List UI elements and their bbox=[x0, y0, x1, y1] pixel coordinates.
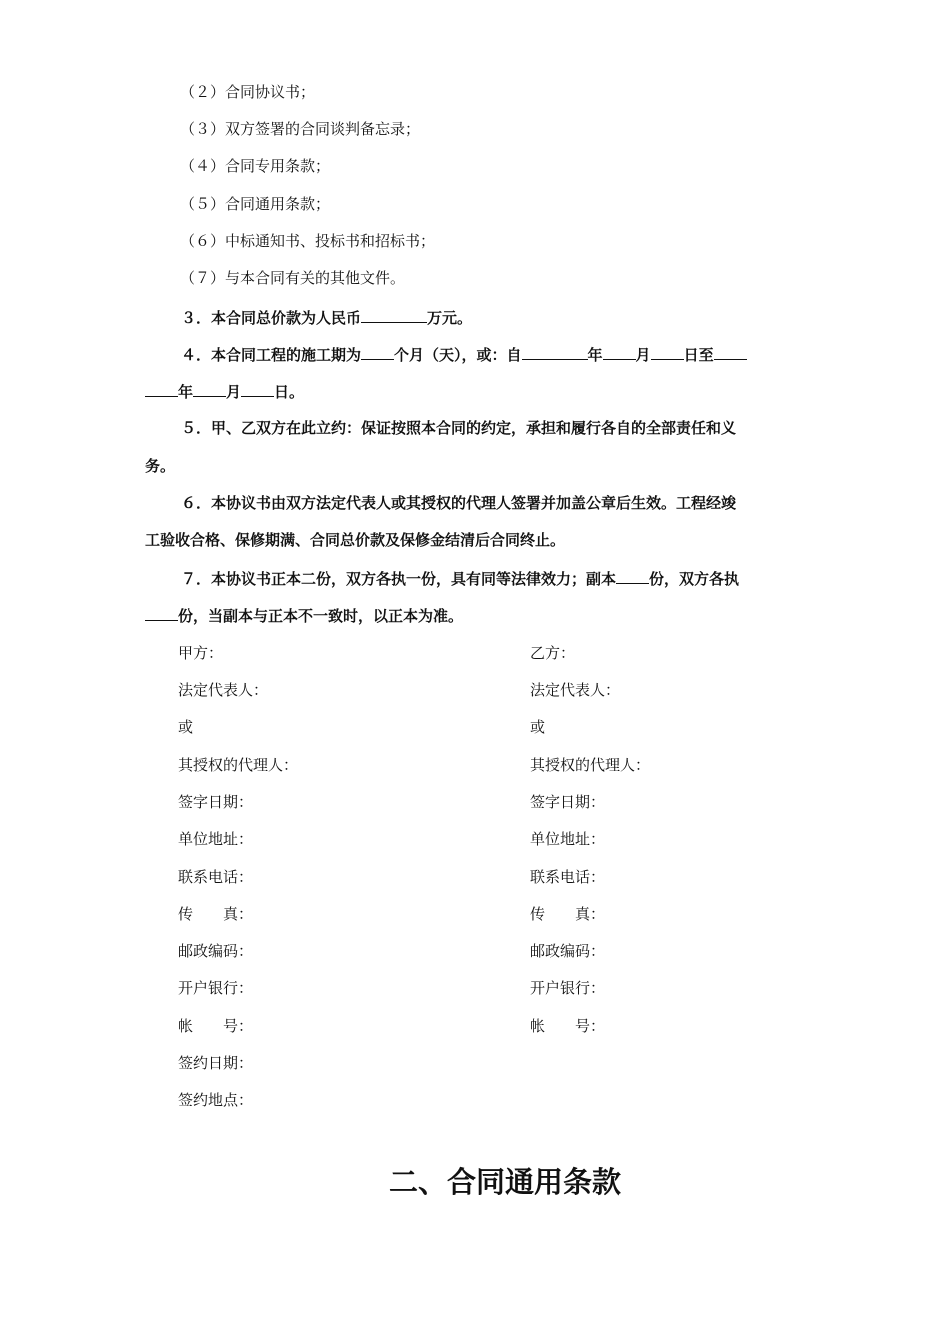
blank-line bbox=[145, 605, 178, 621]
clause-4-cont: 年 月 日。 bbox=[145, 381, 807, 402]
clause-7: ７．本协议书正本二份，双方各执一份，具有同等法律效力；副本 份，双方各执 bbox=[181, 570, 740, 588]
clause-3: ３．本合同总价款为人民币 万元。 bbox=[181, 309, 473, 327]
party-b-field: 法定代表人： bbox=[530, 681, 621, 699]
party-b-field: 或 bbox=[530, 718, 546, 736]
blank-line bbox=[145, 381, 178, 397]
party-b-field: 联系电话： bbox=[530, 868, 606, 886]
blank-line bbox=[651, 344, 684, 360]
list-item: （３）双方签署的合同谈判备忘录； bbox=[180, 120, 421, 138]
blank-line bbox=[616, 568, 649, 584]
party-b-field: 开户银行： bbox=[530, 979, 606, 997]
list-item: （７）与本合同有关的其他文件。 bbox=[180, 269, 406, 287]
party-a-field: 帐 号： bbox=[178, 1017, 254, 1035]
blank-line bbox=[603, 344, 636, 360]
party-a-field: 或 bbox=[178, 718, 194, 736]
party-b-field: 帐 号： bbox=[530, 1017, 606, 1035]
party-a-field: 邮政编码： bbox=[178, 942, 254, 960]
party-b-field: 邮政编码： bbox=[530, 942, 606, 960]
list-item: （２）合同协议书； bbox=[180, 83, 316, 101]
section-title: 二、合同通用条款 bbox=[388, 1165, 621, 1199]
party-b-field: 单位地址： bbox=[530, 830, 606, 848]
clause-5-cont: 务。 bbox=[145, 457, 176, 475]
clause-6: ６．本协议书由双方法定代表人或其授权的代理人签署并加盖公章后生效。工程经竣 bbox=[181, 494, 737, 512]
signing-date: 签约日期： bbox=[178, 1054, 254, 1072]
party-b-field: 传 真： bbox=[530, 905, 606, 923]
party-a-field: 开户银行： bbox=[178, 979, 254, 997]
party-b-field: 乙方： bbox=[530, 644, 576, 662]
list-item: （６）中标通知书、投标书和招标书； bbox=[180, 232, 436, 250]
blank-line bbox=[241, 381, 274, 397]
signing-place: 签约地点： bbox=[178, 1091, 254, 1109]
blank-line bbox=[193, 381, 226, 397]
party-b-field: 其授权的代理人： bbox=[530, 756, 651, 774]
blank-line bbox=[361, 307, 427, 323]
party-a-field: 其授权的代理人： bbox=[178, 756, 299, 774]
party-a-field: 法定代表人： bbox=[178, 681, 269, 699]
blank-line bbox=[522, 344, 588, 360]
party-b-field: 签字日期： bbox=[530, 793, 606, 811]
clause-5: ５．甲、乙双方在此立约：保证按照本合同的约定，承担和履行各自的全部责任和义 bbox=[181, 419, 737, 437]
clause-4: ４．本合同工程的施工期为 个月（天），或：自 年 月 日至 bbox=[145, 344, 807, 365]
blank-line bbox=[714, 344, 747, 360]
party-a-field: 传 真： bbox=[178, 905, 254, 923]
clause-6-cont: 工验收合格、保修期满、合同总价款及保修金结清后合同终止。 bbox=[145, 531, 566, 549]
list-item: （５）合同通用条款； bbox=[180, 195, 331, 213]
clause-7-cont: 份，当副本与正本不一致时，以正本为准。 bbox=[145, 605, 807, 626]
party-a-field: 甲方： bbox=[178, 644, 224, 662]
party-a-field: 单位地址： bbox=[178, 830, 254, 848]
party-a-field: 联系电话： bbox=[178, 868, 254, 886]
list-item: （４）合同专用条款； bbox=[180, 157, 331, 175]
party-a-field: 签字日期： bbox=[178, 793, 254, 811]
blank-line bbox=[361, 344, 394, 360]
